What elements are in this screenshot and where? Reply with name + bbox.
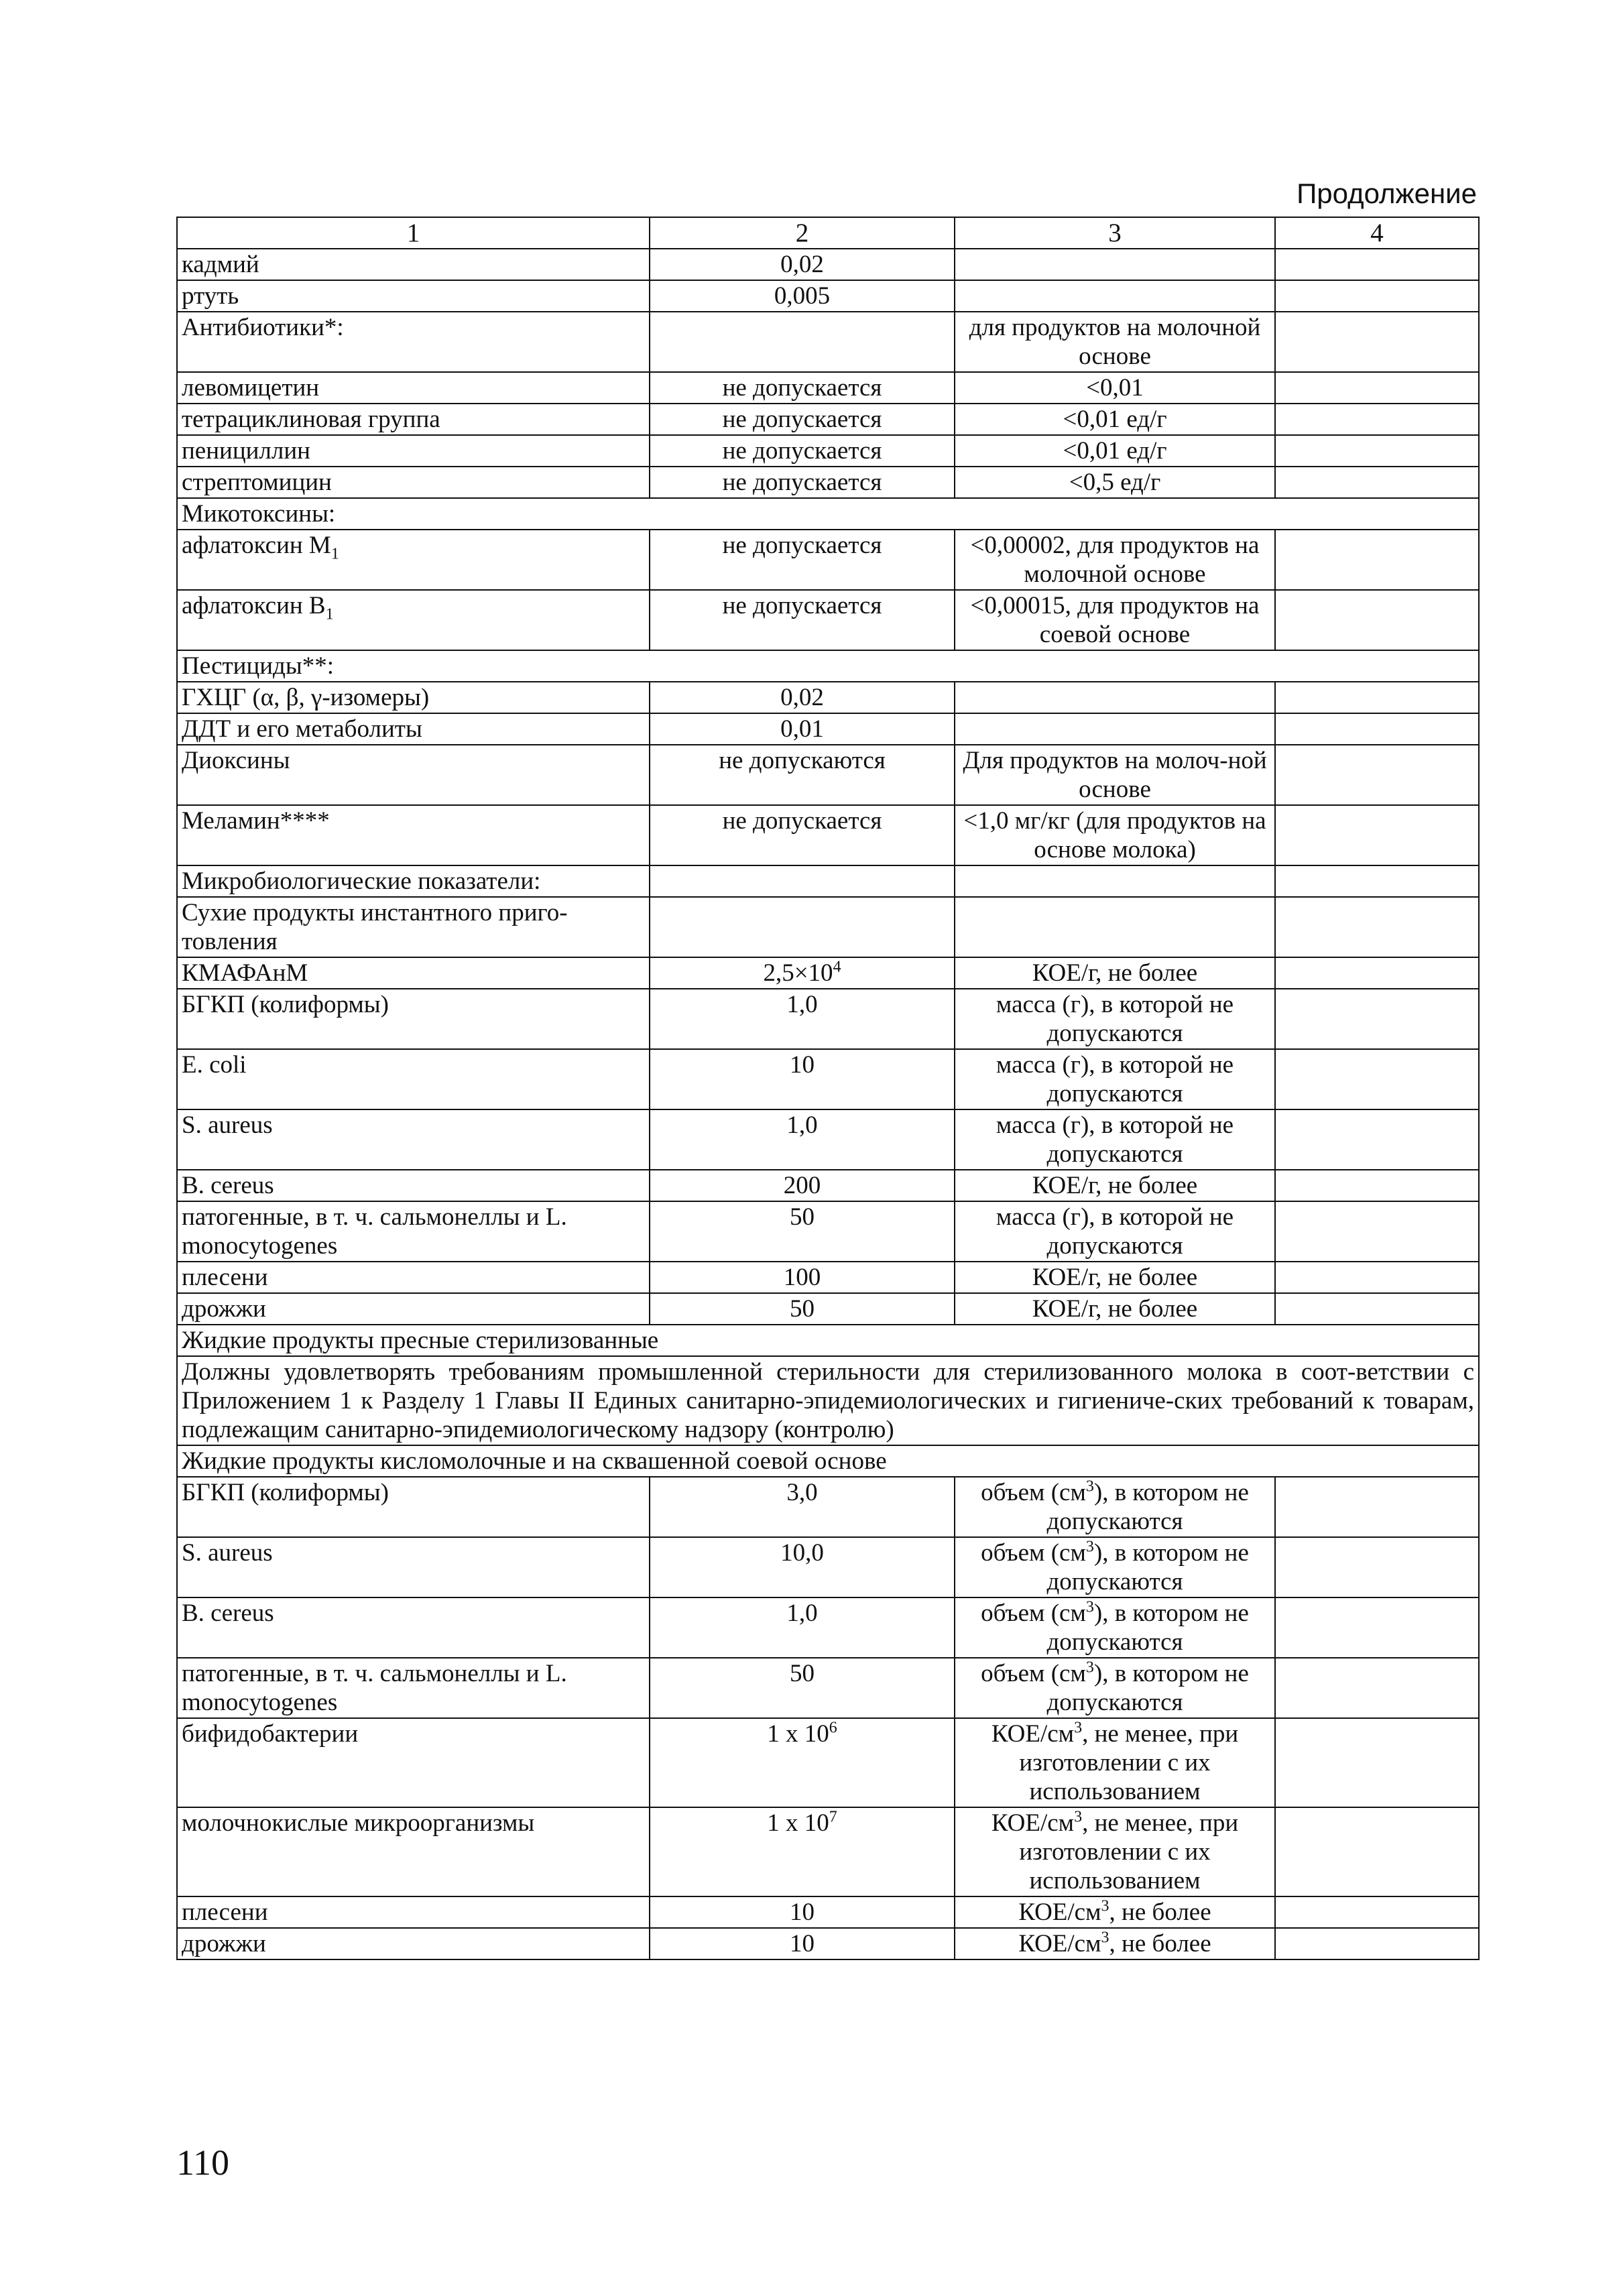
empty-cell xyxy=(1275,1109,1479,1170)
cell-text: 1,0 xyxy=(786,1599,818,1627)
limit-cell xyxy=(650,682,955,713)
empty-cell xyxy=(1275,713,1479,745)
table-row xyxy=(177,467,1479,498)
limit-cell xyxy=(650,530,955,590)
cell-text: , не менее, при изготовлении с их использованием xyxy=(1019,1809,1239,1894)
cell-text: объем (см xyxy=(981,1599,1086,1627)
empty-cell xyxy=(1275,372,1479,404)
note-cell xyxy=(955,1718,1275,1807)
indicator-cell xyxy=(177,1718,650,1807)
empty-cell xyxy=(1275,1201,1479,1262)
cell-text: <0,01 xyxy=(1086,374,1144,402)
empty-cell xyxy=(1275,530,1479,590)
superscript: 3 xyxy=(1101,1897,1109,1915)
limit-cell xyxy=(650,404,955,435)
cell-text: не допускается xyxy=(722,406,882,433)
cell-text: кадмий xyxy=(182,251,259,278)
indicator-cell xyxy=(177,249,650,280)
cell-text: <1,0 мг/кг (для продуктов на основе молока) xyxy=(963,807,1266,863)
empty-cell xyxy=(1275,745,1479,805)
cell-text: 1,0 xyxy=(786,991,818,1018)
empty-cell xyxy=(1275,682,1479,713)
indicator-cell xyxy=(177,435,650,467)
empty-cell xyxy=(1275,989,1479,1049)
table-row xyxy=(177,1718,1479,1807)
table-row xyxy=(177,1658,1479,1718)
cell-text: КОЕ/см xyxy=(1018,1930,1101,1957)
cell-text: стрептомицин xyxy=(182,469,332,496)
note-cell xyxy=(955,897,1275,957)
note-cell xyxy=(955,805,1275,865)
cell-text: не допускаются xyxy=(719,747,886,774)
empty-cell xyxy=(1275,1597,1479,1658)
cell-text: Меламин**** xyxy=(182,807,330,835)
empty-cell xyxy=(1275,435,1479,467)
table-row xyxy=(177,1537,1479,1597)
cell-text: 1 x 10 xyxy=(767,1720,829,1748)
table-row xyxy=(177,957,1479,989)
section-heading: Жидкие продукты пресные стерилизованные xyxy=(177,1325,1479,1356)
indicator-cell xyxy=(177,530,650,590)
cell-text: 50 xyxy=(790,1203,815,1231)
cell-text: S. aureus xyxy=(182,1111,273,1139)
limit-cell xyxy=(650,713,955,745)
note-cell xyxy=(955,249,1275,280)
cell-text: не допускается xyxy=(722,807,882,835)
indicator-cell xyxy=(177,372,650,404)
cell-text: не допускается xyxy=(722,437,882,465)
indicator-cell xyxy=(177,1262,650,1293)
limit-cell xyxy=(650,1928,955,1959)
cell-text: ), в котором не допускаются xyxy=(1046,1539,1249,1595)
table-row xyxy=(177,312,1479,372)
limit-cell xyxy=(650,745,955,805)
empty-cell xyxy=(1275,1049,1479,1109)
cell-text: Сухие продукты инстантного приго-товления xyxy=(182,899,568,955)
cell-text: 10,0 xyxy=(780,1539,824,1567)
empty-cell xyxy=(1275,1807,1479,1896)
cell-text: 50 xyxy=(790,1660,815,1687)
cell-text: КОЕ/см xyxy=(991,1720,1075,1748)
indicator-cell xyxy=(177,1109,650,1170)
cell-text: E. coli xyxy=(182,1051,247,1079)
cell-text: БГКП (колиформы) xyxy=(182,991,389,1018)
cell-text: патогенные, в т. ч. сальмонеллы и L. monocytogenes xyxy=(182,1203,567,1260)
limit-cell xyxy=(650,590,955,650)
cell-text: афлатоксин B xyxy=(182,592,326,619)
cell-text: ), в котором не допускаются xyxy=(1046,1479,1249,1535)
table-row xyxy=(177,805,1479,865)
header-row xyxy=(177,217,1479,249)
cell-text: пенициллин xyxy=(182,437,310,465)
empty-cell xyxy=(1275,1896,1479,1928)
cell-text: 10 xyxy=(790,1051,815,1079)
cell-text: Антибиотики*: xyxy=(182,314,344,341)
indicator-cell xyxy=(177,805,650,865)
indicator-cell xyxy=(177,1537,650,1597)
table-row xyxy=(177,1109,1479,1170)
section-heading: Микотоксины: xyxy=(177,498,1479,530)
cell-text: масса (г), в которой не допускаются xyxy=(996,991,1234,1047)
table-row xyxy=(177,1807,1479,1896)
cell-text: ртуть xyxy=(182,282,239,310)
empty-cell xyxy=(1275,897,1479,957)
empty-cell xyxy=(1275,957,1479,989)
column-header: 4 xyxy=(1275,217,1479,249)
superscript: 3 xyxy=(1085,1658,1094,1677)
cell-text: масса (г), в которой не допускаются xyxy=(996,1111,1234,1168)
indicator-cell xyxy=(177,897,650,957)
table-row xyxy=(177,404,1479,435)
note-cell xyxy=(955,682,1275,713)
indicator-cell xyxy=(177,404,650,435)
cell-text: афлатоксин M xyxy=(182,532,331,559)
section-note: Должны удовлетворять требованиям промышленной стерильности для стерилизованного молока в соот-ветствии с Приложением 1 к Разделу 1 Главы II Единых санитарно-эпидемиологических и гигиениче-ских требований к товарам, подлежащим санитарно-эпидемиологическому надзору (контролю) xyxy=(177,1356,1479,1445)
note-cell xyxy=(955,530,1275,590)
table-row xyxy=(177,1356,1479,1445)
limit-cell xyxy=(650,467,955,498)
cell-text: S. aureus xyxy=(182,1539,273,1567)
cell-text: для продуктов на молочной основе xyxy=(969,314,1261,370)
cell-text: плесени xyxy=(182,1898,268,1926)
indicator-cell xyxy=(177,1928,650,1959)
cell-text: 1,0 xyxy=(786,1111,818,1139)
limit-cell xyxy=(650,249,955,280)
cell-text: <0,00015, для продуктов на соевой основе xyxy=(970,592,1260,648)
cell-text: объем (см xyxy=(981,1539,1086,1567)
empty-cell xyxy=(1275,1477,1479,1537)
table-row xyxy=(177,435,1479,467)
note-cell xyxy=(955,865,1275,897)
cell-text: ГХЦГ (α, β, γ-изомеры) xyxy=(182,684,430,711)
empty-cell xyxy=(1275,312,1479,372)
limit-cell xyxy=(650,1049,955,1109)
cell-text: масса (г), в которой не допускаются xyxy=(996,1203,1234,1260)
empty-cell xyxy=(1275,1928,1479,1959)
cell-text: 100 xyxy=(783,1264,821,1291)
note-cell xyxy=(955,713,1275,745)
cell-text: не допускается xyxy=(722,469,882,496)
cell-text: B. cereus xyxy=(182,1172,274,1199)
superscript: 3 xyxy=(1085,1598,1094,1616)
note-cell xyxy=(955,1597,1275,1658)
limit-cell xyxy=(650,1201,955,1262)
note-cell xyxy=(955,1170,1275,1201)
limit-cell xyxy=(650,1170,955,1201)
table-row xyxy=(177,1262,1479,1293)
note-cell xyxy=(955,1049,1275,1109)
indicator-cell xyxy=(177,1807,650,1896)
table-row xyxy=(177,249,1479,280)
page-number: 110 xyxy=(176,2142,229,2183)
indicator-cell xyxy=(177,865,650,897)
limit-cell xyxy=(650,280,955,312)
cell-text: 200 xyxy=(783,1172,821,1199)
empty-cell xyxy=(1275,590,1479,650)
cell-text: ), в котором не допускаются xyxy=(1046,1660,1249,1716)
limit-cell xyxy=(650,1109,955,1170)
cell-text: 0,01 xyxy=(780,715,824,743)
indicator-cell xyxy=(177,1049,650,1109)
cell-text: молочнокислые микроорганизмы xyxy=(182,1809,535,1837)
cell-text: КОЕ/г, не более xyxy=(1032,959,1198,987)
note-cell xyxy=(955,989,1275,1049)
subscript: 1 xyxy=(330,545,339,563)
superscript: 7 xyxy=(829,1808,837,1826)
limit-cell xyxy=(650,1597,955,1658)
indicator-cell xyxy=(177,1201,650,1262)
table-row xyxy=(177,1896,1479,1928)
cell-text: 2,5×10 xyxy=(763,959,833,987)
cell-text: КОЕ/см xyxy=(991,1809,1075,1837)
superscript: 6 xyxy=(829,1719,837,1737)
cell-text: не допускается xyxy=(722,592,882,619)
table-row xyxy=(177,1170,1479,1201)
table-row xyxy=(177,1477,1479,1537)
table-row xyxy=(177,682,1479,713)
empty-cell xyxy=(1275,404,1479,435)
note-cell xyxy=(955,1477,1275,1537)
note-cell xyxy=(955,1201,1275,1262)
cell-text: не допускается xyxy=(722,532,882,559)
table-row xyxy=(177,498,1479,530)
cell-text: 0,02 xyxy=(780,251,824,278)
superscript: 3 xyxy=(1085,1477,1094,1496)
empty-cell xyxy=(1275,1170,1479,1201)
table-body xyxy=(177,249,1479,1959)
note-cell xyxy=(955,1537,1275,1597)
continuation-label: Продолжение xyxy=(1297,178,1477,209)
cell-text: 3,0 xyxy=(786,1479,818,1506)
section-heading: Пестициды**: xyxy=(177,650,1479,682)
cell-text: КОЕ/г, не более xyxy=(1032,1264,1198,1291)
empty-cell xyxy=(1275,249,1479,280)
table-row xyxy=(177,989,1479,1049)
note-cell xyxy=(955,590,1275,650)
empty-cell xyxy=(1275,1658,1479,1718)
empty-cell xyxy=(1275,865,1479,897)
table-row xyxy=(177,1293,1479,1325)
cell-text: КОЕ/г, не более xyxy=(1032,1295,1198,1323)
cell-text: объем (см xyxy=(981,1660,1086,1687)
superscript: 3 xyxy=(1074,1808,1083,1826)
note-cell xyxy=(955,404,1275,435)
cell-text: дрожжи xyxy=(182,1295,266,1323)
indicator-cell xyxy=(177,1170,650,1201)
superscript: 4 xyxy=(833,958,841,976)
cell-text: , не менее, при изготовлении с их использованием xyxy=(1019,1720,1239,1805)
limit-cell xyxy=(650,805,955,865)
cell-text: патогенные, в т. ч. сальмонеллы и L. monocytogenes xyxy=(182,1660,567,1716)
cell-text: B. cereus xyxy=(182,1599,274,1627)
limit-cell xyxy=(650,865,955,897)
cell-text: 0,005 xyxy=(774,282,831,310)
indicator-cell xyxy=(177,312,650,372)
cell-text: <0,00002, для продуктов на молочной основе xyxy=(970,532,1260,588)
limit-cell xyxy=(650,1537,955,1597)
empty-cell xyxy=(1275,805,1479,865)
cell-text: Диоксины xyxy=(182,747,290,774)
indicator-cell xyxy=(177,1293,650,1325)
table-row xyxy=(177,1445,1479,1477)
cell-text: 0,02 xyxy=(780,684,824,711)
cell-text: тетрациклиновая группа xyxy=(182,406,440,433)
limit-cell xyxy=(650,897,955,957)
limit-cell xyxy=(650,435,955,467)
cell-text: КМАФАнМ xyxy=(182,959,308,987)
superscript: 3 xyxy=(1074,1719,1083,1737)
column-header: 3 xyxy=(955,217,1275,249)
note-cell xyxy=(955,1928,1275,1959)
cell-text: КОЕ/г, не более xyxy=(1032,1172,1198,1199)
limit-cell xyxy=(650,989,955,1049)
table-row xyxy=(177,1928,1479,1959)
indicator-cell xyxy=(177,590,650,650)
limit-cell xyxy=(650,1293,955,1325)
cell-text: масса (г), в которой не допускаются xyxy=(996,1051,1234,1107)
table-row xyxy=(177,865,1479,897)
limit-cell xyxy=(650,1718,955,1807)
indicator-cell xyxy=(177,1597,650,1658)
table-row xyxy=(177,897,1479,957)
cell-text: БГКП (колиформы) xyxy=(182,1479,389,1506)
table-row xyxy=(177,1049,1479,1109)
note-cell xyxy=(955,467,1275,498)
table-row xyxy=(177,1201,1479,1262)
cell-text: , не более xyxy=(1109,1898,1211,1926)
indicator-cell xyxy=(177,989,650,1049)
empty-cell xyxy=(1275,280,1479,312)
column-header: 2 xyxy=(650,217,955,249)
cell-text: 10 xyxy=(790,1930,815,1957)
empty-cell xyxy=(1275,467,1479,498)
empty-cell xyxy=(1275,1262,1479,1293)
cell-text: ДДТ и его метаболиты xyxy=(182,715,422,743)
limit-cell xyxy=(650,1477,955,1537)
limit-cell xyxy=(650,372,955,404)
cell-text: 1 x 10 xyxy=(767,1809,829,1837)
note-cell xyxy=(955,280,1275,312)
cell-text: <0,01 ед/г xyxy=(1063,437,1167,465)
column-header: 1 xyxy=(177,217,650,249)
indicator-cell xyxy=(177,713,650,745)
superscript: 3 xyxy=(1101,1929,1109,1947)
cell-text: Для продуктов на молоч-ной основе xyxy=(963,747,1267,803)
indicator-cell xyxy=(177,467,650,498)
note-cell xyxy=(955,1896,1275,1928)
note-cell xyxy=(955,745,1275,805)
limit-cell xyxy=(650,1896,955,1928)
table-row xyxy=(177,530,1479,590)
limit-cell xyxy=(650,1658,955,1718)
limit-cell xyxy=(650,1262,955,1293)
table-row xyxy=(177,745,1479,805)
cell-text: объем (см xyxy=(981,1479,1086,1506)
note-cell xyxy=(955,1807,1275,1896)
note-cell xyxy=(955,1109,1275,1170)
table-row xyxy=(177,713,1479,745)
table-row xyxy=(177,590,1479,650)
indicator-cell xyxy=(177,957,650,989)
note-cell xyxy=(955,1262,1275,1293)
indicator-cell xyxy=(177,1477,650,1537)
cell-text: <0,01 ед/г xyxy=(1063,406,1167,433)
subscript: 1 xyxy=(325,605,334,623)
superscript: 3 xyxy=(1085,1538,1094,1556)
section-heading: Жидкие продукты кисломолочные и на сквашенной соевой основе xyxy=(177,1445,1479,1477)
cell-text: 50 xyxy=(790,1295,815,1323)
note-cell xyxy=(955,1293,1275,1325)
cell-text: левомицетин xyxy=(182,374,320,402)
note-cell xyxy=(955,312,1275,372)
requirements-table xyxy=(176,217,1480,1960)
indicator-cell xyxy=(177,1658,650,1718)
empty-cell xyxy=(1275,1537,1479,1597)
cell-text: дрожжи xyxy=(182,1930,266,1957)
cell-text: 10 xyxy=(790,1898,815,1926)
table-row xyxy=(177,650,1479,682)
cell-text: бифидобактерии xyxy=(182,1720,359,1748)
limit-cell xyxy=(650,312,955,372)
cell-text: Микробиологические показатели: xyxy=(182,867,541,895)
note-cell xyxy=(955,372,1275,404)
cell-text: , не более xyxy=(1109,1930,1211,1957)
table-row xyxy=(177,1597,1479,1658)
empty-cell xyxy=(1275,1293,1479,1325)
note-cell xyxy=(955,435,1275,467)
cell-text: КОЕ/см xyxy=(1018,1898,1101,1926)
indicator-cell xyxy=(177,682,650,713)
indicator-cell xyxy=(177,280,650,312)
indicator-cell xyxy=(177,1896,650,1928)
empty-cell xyxy=(1275,1718,1479,1807)
cell-text: <0,5 ед/г xyxy=(1069,469,1161,496)
table-row xyxy=(177,1325,1479,1356)
limit-cell xyxy=(650,957,955,989)
limit-cell xyxy=(650,1807,955,1896)
cell-text: не допускается xyxy=(722,374,882,402)
note-cell xyxy=(955,957,1275,989)
cell-text: ), в котором не допускаются xyxy=(1046,1599,1249,1656)
table-row xyxy=(177,372,1479,404)
indicator-cell xyxy=(177,745,650,805)
table-row xyxy=(177,280,1479,312)
cell-text: плесени xyxy=(182,1264,268,1291)
note-cell xyxy=(955,1658,1275,1718)
